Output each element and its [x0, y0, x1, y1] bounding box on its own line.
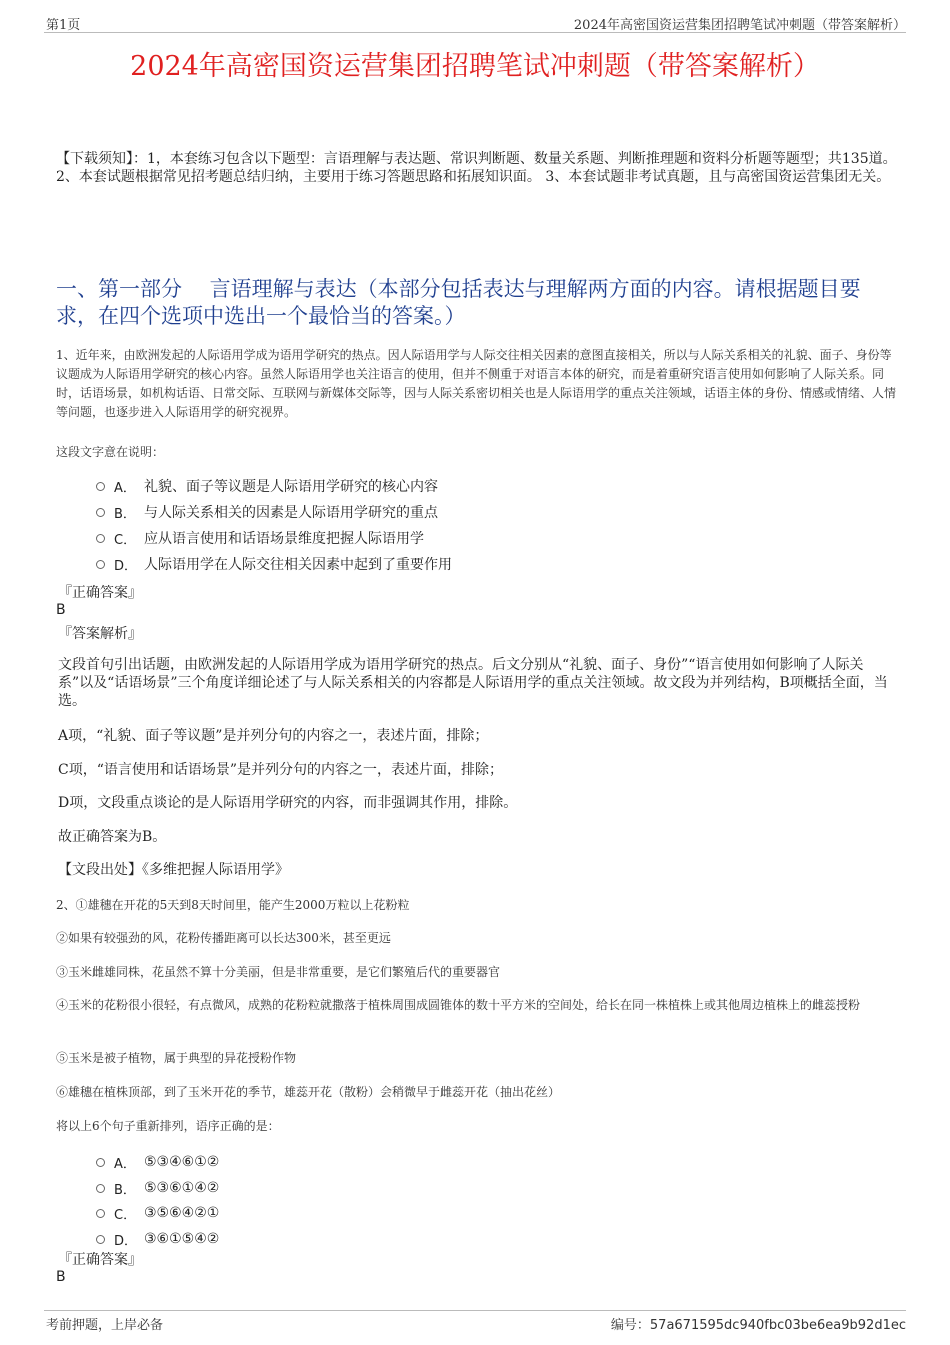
question-1-analysis-label: 『答案解析』 [58, 626, 142, 642]
download-notice: 【下载须知】：1，本套练习包含以下题型：言语理解与表达题、常识判断题、数量关系题、判断推理题和资料分析题等题型；共135道。 2、本套试题根据常见招考题总结归纳，主要用于练习答题思路和拓展知识面。 3、本套试题非考试真题，且与高密国资运营集团无关。 [56, 151, 897, 185]
question-1-analysis-a: A项，“礼貌、面子等议题”是并列分句的内容之一，表述片面，排除； [58, 728, 489, 744]
option-letter: B． [114, 506, 136, 522]
option-text: ⑤③④⑥①② [144, 1154, 220, 1170]
option-text: ③⑤⑥④②① [144, 1205, 220, 1221]
footer-serial [611, 1314, 906, 1333]
footer-slogan: 考前押题，上岸必备 [46, 1318, 164, 1333]
question-2-option-b[interactable] [96, 1178, 219, 1198]
option-letter: C． [114, 532, 137, 548]
option-letter: D． [114, 1233, 138, 1249]
question-1-source: 【文段出处】《多维把握人际语用学》 [58, 862, 289, 878]
footer-serial-code: 57a671595dc940fbc03be6ea9b92d1ec [649, 1318, 906, 1333]
question-2-line-3: ③玉米雌雄同株，花虽然不算十分美丽，但是非常重要，是它们繁殖后代的重要器官 [56, 965, 501, 979]
radio-icon[interactable] [96, 482, 105, 491]
question-2-line-4: ④玉米的花粉很小很轻，有点微风，成熟的花粉粒就撒落于植株周围成圆锥体的数十平方米的空间处，给长在同一株植株上或其他周边植株上的雌蕊授粉 [56, 998, 861, 1012]
question-1-option-c[interactable] [96, 528, 424, 548]
option-letter: C． [114, 1207, 137, 1223]
question-1-option-d[interactable] [96, 554, 452, 574]
question-1-conclusion: 故正确答案为B。 [58, 829, 167, 845]
footer-serial-label: 编号： [610, 1318, 650, 1333]
question-1-prompt: 这段文字意在说明： [56, 445, 165, 459]
section-title: 一、第一部分 言语理解与表达（本部分包括表达与理解两方面的内容。请根据题目要求，在四个选项中选出一个最恰当的答案。） [56, 277, 861, 328]
question-2-answer-label: 『正确答案』 [58, 1252, 142, 1268]
radio-icon[interactable] [96, 1235, 105, 1244]
page-number: 第1页 [46, 18, 81, 33]
radio-icon[interactable] [96, 1158, 105, 1167]
document-title: 2024年高密国资运营集团招聘笔试冲刺题（带答案解析） [130, 51, 820, 82]
header-doc-title: 2024年高密国资运营集团招聘笔试冲刺题（带答案解析） [573, 18, 906, 33]
question-1-analysis-c: C项，“语言使用和话语场景”是并列分句的内容之一，表述片面，排除； [58, 762, 504, 778]
question-2-option-a[interactable] [96, 1152, 219, 1172]
question-2-answer: B [56, 1269, 66, 1285]
question-2-option-c[interactable] [96, 1203, 219, 1223]
option-letter: A． [114, 480, 136, 496]
question-2-prompt: 将以上6个句子重新排列，语序正确的是： [56, 1119, 280, 1133]
radio-icon[interactable] [96, 534, 105, 543]
option-text: 与人际关系相关的因素是人际语用学研究的重点 [144, 505, 438, 521]
question-1-analysis-d: D项，文段重点谈论的是人际语用学研究的内容，而非强调其作用，排除。 [58, 795, 518, 811]
question-1-text: 1、近年来，由欧洲发起的人际语用学成为语用学研究的热点。因人际语用学与人际交往相关因素的意图直接相关，所以与人际关系相关的礼貌、面子、身份等议题成为人际语用学研究的核心内容。虽然人际语用学也关注语言的使用，但并不侧重于对语言本体的研究，而是着重研究语言使用如何影响了人际关系。同时，话语场景，如机构话语、日常交际、互联网与新媒体交际等，因与人际关系密切相关也是人际语用学的重点关注领域，话语主体的身份、情感或情绪、人情等问题，也逐步进入人际语用学的研究视界。 [56, 348, 897, 419]
radio-icon[interactable] [96, 560, 105, 569]
question-1-answer-label: 『正确答案』 [58, 585, 142, 601]
footer-divider [44, 1310, 906, 1311]
option-text: 人际语用学在人际交往相关因素中起到了重要作用 [144, 557, 452, 573]
question-1-analysis-summary: 文段首句引出话题，由欧洲发起的人际语用学成为语用学研究的热点。后文分别从“礼貌、面子、身份”“语言使用如何影响了人际关系”以及“话语场景”三个角度详细论述了与人际关系相关的内容都是人际语用学的重点关注领域。故文段为并列结构，B项概括全面，当选。 [58, 657, 888, 709]
question-2-line-5: ⑤玉米是被子植物，属于典型的异花授粉作物 [56, 1051, 297, 1065]
option-letter: B． [114, 1182, 136, 1198]
option-text: ③⑥①⑤④② [144, 1231, 220, 1247]
question-2-option-d[interactable] [96, 1229, 219, 1249]
radio-icon[interactable] [96, 508, 105, 517]
question-1-answer: B [56, 602, 66, 618]
question-2-line-1: 2、①雄穗在开花的5天到8天时间里，能产生2000万粒以上花粉粒 [56, 898, 410, 912]
option-letter: D． [114, 558, 138, 574]
option-letter: A． [114, 1156, 136, 1172]
option-text: ⑤③⑥①④② [144, 1180, 220, 1196]
option-text: 礼貌、面子等议题是人际语用学研究的核心内容 [144, 479, 438, 495]
radio-icon[interactable] [96, 1184, 105, 1193]
header-divider [44, 32, 906, 33]
question-2-line-2: ②如果有较强劲的风，花粉传播距离可以长达300米，甚至更远 [56, 931, 391, 945]
question-1-option-a[interactable] [96, 476, 438, 496]
question-1-option-b[interactable] [96, 502, 438, 522]
question-2-line-6: ⑥雄穗在植株顶部，到了玉米开花的季节，雄蕊开花（散粉）会稍微早于雌蕊开花（抽出花丝） [56, 1085, 561, 1099]
radio-icon[interactable] [96, 1209, 105, 1218]
option-text: 应从语言使用和话语场景维度把握人际语用学 [144, 531, 424, 547]
